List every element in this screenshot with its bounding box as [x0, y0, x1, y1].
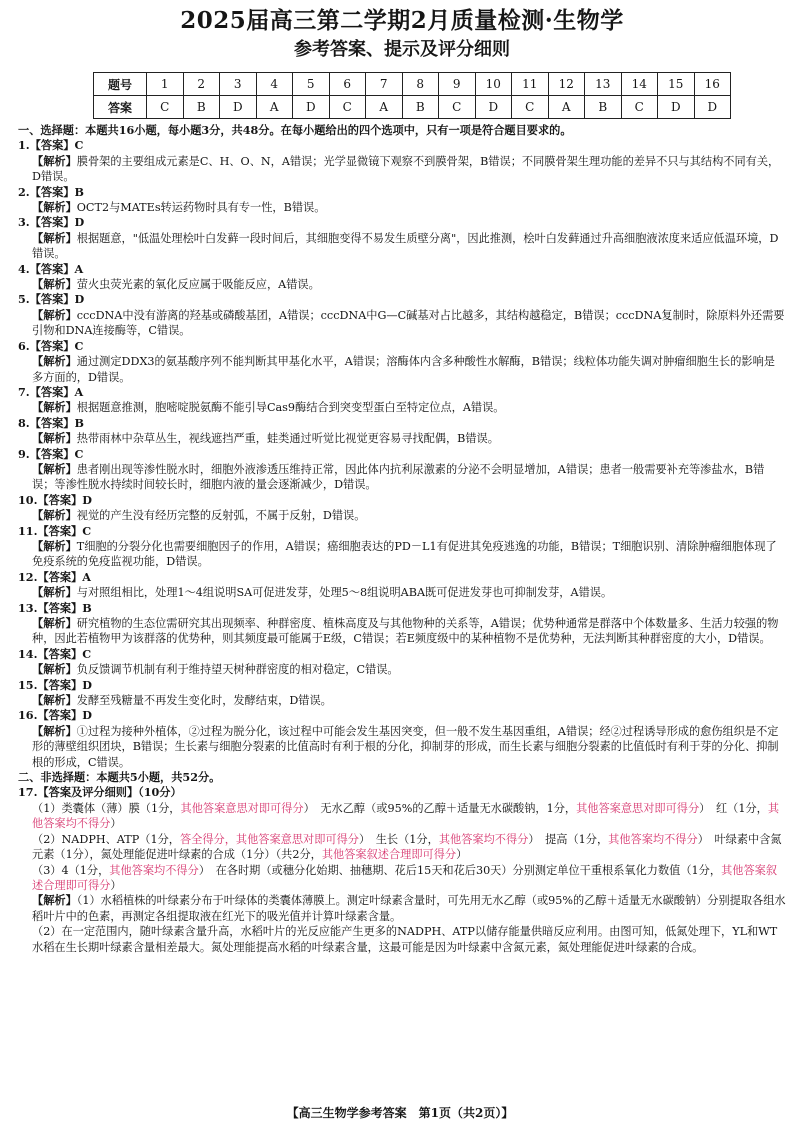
answer-tag: 【答案】 — [29, 415, 75, 430]
question-number: 14. — [18, 646, 38, 661]
question-number: 12. — [18, 569, 38, 584]
explanation-text: T细胞的分裂分化也需要细胞因子的作用，A错误；癌细胞表达的PD－L1有促进其免疫逃逸的功能，B错误；T细胞识别、清除肿瘤细胞体现了免疫系统的免疫监视功能，D错误。 — [32, 539, 777, 569]
answer-table-answer: D — [658, 96, 695, 119]
answer-table-number: 6 — [329, 73, 366, 96]
question-number: 16. — [18, 708, 38, 723]
answer-letter: C — [74, 446, 84, 461]
question-answer — [18, 708, 786, 723]
answer-letter: C — [82, 523, 92, 538]
answer-table-number: 4 — [256, 73, 293, 96]
answer-table-answer: D — [475, 96, 512, 119]
explanation-tag: 【解析】 — [32, 723, 77, 738]
answer-table-number: 7 — [366, 73, 403, 96]
answer-table-answer: C — [329, 96, 366, 119]
answer-table-answer: C — [439, 96, 476, 119]
explanation-text: cccDNA中没有游离的羟基或磷酸基团，A错误；cccDNA中G—C碱基对占比越多，其结构越稳定，B错误；cccDNA复制时，除原料外还需要引物和DNA连接酶等，C错误。 — [32, 308, 785, 338]
question-answer — [18, 385, 786, 400]
explanation-text: 通过测定DDX3的氨基酸序列不能判断其甲基化水平，A错误；溶酶体内含多种酸性水解酶，B错误；线粒体功能失调对肿瘤细胞生长的影响是多方面的，D错误。 — [32, 355, 775, 384]
answer-tag: 【答案】 — [29, 215, 75, 230]
explanation-text: 根据题意，"低温处理桧叶白发藓一段时间后，其细胞变得不易发生质壁分离"，因此推测，桧叶白发藓通过升高细胞液浓度来适应低温环境，D错误。 — [32, 231, 779, 261]
answer-table — [93, 72, 731, 119]
section-heading-nonchoice: 二、非选择题：本题共5小题，共52分。 — [18, 770, 221, 785]
page-subtitle: 参考答案、提示及评分细则 — [294, 39, 510, 60]
question-explanation — [18, 200, 786, 215]
answer-table-answer: A — [256, 96, 293, 119]
question-number: 11. — [18, 523, 38, 538]
question-explanation — [18, 354, 786, 385]
answer-table-number: 1 — [147, 73, 184, 96]
question-answer — [18, 185, 786, 200]
answer-tag: 【答案】 — [37, 677, 83, 692]
answer-table-answer: D — [694, 96, 731, 119]
explanation-text: 发酵至残糖量不再发生变化时，发酵结束，D错误。 — [76, 694, 332, 708]
q17-explanation-2: （2）在一定范围内，随叶绿素含量升高，水稻叶片的光反应能产生更多的NADPH、ATP以储存能量供暗反应利用。由图可知，低氮处理下，YL和WT水稻在生长期叶绿素含量相差最大。氮处理能提高水稻的叶绿素含量，这最可能是因为叶绿素中含氮元素，氮处理能促进叶绿素的合成。 — [32, 925, 778, 954]
explanation-text: ①过程为接种外植体，②过程为脱分化，该过程中可能会发生基因突变，但一般不发生基因重组，A错误；经②过程诱导形成的愈伤组织是不定形的薄壁组织团块，B错误；生长素与细胞分裂素的比值高时有利于根的分化，抑制芽的形成，而生长素与细胞分裂素的比值低时有利于芽的分化、抑制根的形成，C错误。 — [32, 724, 779, 769]
answer-tag: 【答案】 — [29, 384, 75, 399]
question-answer — [18, 339, 786, 354]
answer-letter: C — [74, 138, 84, 153]
question-number: 8. — [18, 415, 30, 430]
question-answer — [18, 493, 786, 508]
q17-part3: （3）4（1分，其他答案均不得分） 在各时期（或穗分化始期、抽穗期、花后15天和花后30天）分别测定单位干重根系氧化力数值（1分，其他答案叙述合理即可得分） — [32, 863, 778, 892]
answer-tag: 【答案】 — [29, 338, 75, 353]
explanation-tag: 【解析】 — [32, 307, 77, 322]
answer-tag: 【答案】 — [29, 184, 75, 199]
question-number: 9. — [18, 446, 30, 461]
answer-letter: B — [74, 184, 84, 199]
question-explanation — [18, 693, 786, 708]
page-title: 2025届高三第二学期2月质量检测·生物学 — [180, 7, 624, 34]
question-explanation — [18, 616, 786, 647]
question-explanation — [18, 585, 786, 600]
explanation-tag: 【解析】 — [32, 354, 77, 369]
explanation-tag: 【解析】 — [32, 400, 77, 415]
question-answer — [18, 262, 786, 277]
answer-tag: 【答案】 — [29, 138, 75, 153]
explanation-text: 负反馈调节机制有利于维持望天树种群密度的相对稳定，C错误。 — [76, 663, 399, 677]
answer-tag: 【答案】 — [29, 292, 75, 307]
answer-letter: D — [82, 492, 92, 507]
explanation-text: 视觉的产生没有经历完整的反射弧，不属于反射，D错误。 — [76, 509, 366, 523]
question-answer — [18, 601, 786, 616]
question-answer — [18, 647, 786, 662]
question-answer — [18, 215, 786, 230]
page-footer: 【高三生物学参考答案 第1页（共2页）】 — [286, 1106, 514, 1120]
answer-tag: 【答案】 — [37, 569, 83, 584]
answer-table-number: 11 — [512, 73, 549, 96]
explanation-tag: 【解析】 — [32, 431, 77, 446]
question-answer — [18, 570, 786, 585]
answer-letter: D — [82, 677, 92, 692]
answer-table-answer: C — [147, 96, 184, 119]
answer-letter: A — [82, 569, 91, 584]
answer-table-number: 14 — [621, 73, 658, 96]
explanation-text: 膜骨架的主要组成元素是C、H、O、N，A错误；光学显微镜下观察不到膜骨架，B错误；不同膜骨架生理功能的差异不只与其结构不同有关，D错误。 — [32, 154, 780, 184]
q17-part1: （1）类囊体（薄）膜（1分，其他答案意思对即可得分） 无水乙醇（或95%的乙醇＋适量无水碳酸钠，1分，其他答案意思对即可得分） 红（1分，其他答案均不得分） — [32, 801, 780, 831]
question-explanation — [18, 508, 786, 523]
explanation-text: 患者刚出现等渗性脱水时，细胞外液渗透压维持正常，因此体内抗利尿激素的分泌不会明显增加，A错误；患者一般需要补充等渗盐水，B错误；等渗性脱水持续时间较长时，细胞内液的量会逐渐减少，D错误。 — [32, 462, 765, 492]
answer-table-answer: D — [220, 96, 257, 119]
answer-tag: 【答案】 — [37, 600, 83, 615]
answer-table-number: 15 — [658, 73, 695, 96]
answer-table-number: 13 — [585, 73, 622, 96]
explanation-text: 与对照组相比，处理1～4组说明SA可促进发芽，处理5～8组说明ABA既可促进发芽也可抑制发芽，A错误。 — [76, 586, 613, 600]
question-answer — [18, 416, 786, 431]
answer-table-number: 8 — [402, 73, 439, 96]
answer-letter: B — [74, 415, 84, 430]
explanation-tag: 【解析】 — [32, 616, 77, 630]
answer-table-answer: A — [548, 96, 585, 119]
explanation-tag: 【解析】 — [32, 585, 77, 600]
explanation-text: 萤火虫荧光素的氧化反应属于吸能反应，A错误。 — [76, 278, 320, 292]
answer-table-answer-row — [94, 96, 731, 119]
answer-letter: D — [74, 215, 85, 230]
question-explanation — [18, 431, 786, 446]
answer-table-row-label: 答案 — [94, 96, 147, 119]
question-explanation — [18, 539, 786, 570]
explanation-text: 热带雨林中杂草丛生，视线遮挡严重，蛙类通过听觉比视觉更容易寻找配偶，B错误。 — [76, 432, 499, 446]
answer-tag: 【答案】 — [37, 708, 83, 723]
answer-table-number: 3 — [220, 73, 257, 96]
q17-heading: 17.【答案及评分细则】（10分） — [18, 785, 182, 800]
answer-table-answer: B — [585, 96, 622, 119]
question-explanation — [18, 154, 786, 185]
answer-letter: C — [82, 646, 92, 661]
question-explanation — [18, 400, 786, 415]
answer-letter: D — [82, 708, 92, 723]
answer-table-number: 9 — [439, 73, 476, 96]
question-explanation — [18, 662, 786, 677]
answer-letter: D — [74, 292, 85, 307]
answer-table-number-row — [94, 73, 731, 96]
question-number: 2. — [18, 184, 30, 199]
answer-letter: A — [74, 384, 84, 399]
question-answer — [18, 292, 786, 307]
answer-letter: A — [74, 261, 84, 276]
question-number: 1. — [18, 138, 30, 153]
answer-table-answer: B — [183, 96, 220, 119]
explanation-tag: 【解析】 — [32, 461, 77, 476]
explanation-tag: 【解析】 — [32, 538, 77, 553]
answer-table-answer: C — [621, 96, 658, 119]
question-number: 13. — [18, 600, 38, 615]
question-number: 5. — [18, 292, 30, 307]
answer-tag: 【答案】 — [37, 523, 83, 538]
explanation-text: 根据题意推测，胞嘧啶脱氨酶不能引导Cas9酶结合到突变型蛋白至特定位点，A错误。 — [76, 401, 505, 415]
question-number: 3. — [18, 215, 30, 230]
section-heading-choice: 一、选择题：本题共16小题，每小题3分，共48分。在每小题给出的四个选项中，只有一项是符合题目要求的。 — [18, 123, 572, 137]
explanation-tag: 【解析】 — [32, 662, 77, 677]
explanation-tag: 【解析】 — [32, 230, 77, 245]
answer-letter: B — [82, 600, 92, 615]
explanation-tag: 【解析】 — [32, 153, 77, 168]
answer-table-answer: A — [366, 96, 403, 119]
question-answer — [18, 678, 786, 693]
question-number: 10. — [18, 492, 38, 507]
explanation-tag: 【解析】 — [32, 277, 77, 292]
question-explanation — [18, 462, 786, 493]
question-answer — [18, 447, 786, 462]
answer-table-answer: C — [512, 96, 549, 119]
answer-tag: 【答案】 — [29, 446, 75, 461]
question-explanation — [18, 277, 786, 292]
question-number: 4. — [18, 261, 30, 276]
explanation-tag: 【解析】 — [32, 693, 77, 708]
question-number: 6. — [18, 338, 30, 353]
answer-table-answer: B — [402, 96, 439, 119]
question-explanation — [18, 308, 786, 339]
question-answer — [18, 524, 786, 539]
answer-body — [18, 123, 786, 955]
answer-tag: 【答案】 — [37, 492, 83, 507]
answer-table-number: 12 — [548, 73, 585, 96]
answer-table-number: 16 — [694, 73, 731, 96]
answer-table-row-label: 题号 — [94, 73, 147, 96]
explanation-text: OCT2与MATEs转运药物时具有专一性，B错误。 — [76, 201, 326, 215]
answer-tag: 【答案】 — [37, 646, 83, 661]
explanation-text: 研究植物的生态位需研究其出现频率、种群密度、植株高度及与其他物种的关系等，A错误；优势种通常是群落中个体数量多、生活力较强的物种，因此若植物甲为该群落的优势种，则其频度最可能属于E级，C错误；若E频度级中的某种植物不是优势种，无法判断其种群密度的大小，D错误。 — [32, 617, 779, 646]
q17-part2: （2）NADPH、ATP（1分，答全得分，其他答案意思对即可得分） 生长（1分，其他答案均不得分） 提高（1分，其他答案均不得分） 叶绿素中含氮元素（1分），氮处理能促进叶绿素的合成（1分）（共2分，其他答案叙述合理即可得分） — [32, 832, 782, 862]
explanation-tag: 【解析】 — [32, 200, 77, 215]
question-answer — [18, 138, 786, 153]
question-list — [18, 138, 786, 770]
answer-table-answer: D — [293, 96, 330, 119]
question-number: 7. — [18, 384, 30, 399]
answer-table-number: 10 — [475, 73, 512, 96]
question-number: 15. — [18, 677, 38, 692]
answer-table-number: 5 — [293, 73, 330, 96]
answer-tag: 【答案】 — [29, 261, 75, 276]
answer-table-number: 2 — [183, 73, 220, 96]
question-explanation — [18, 231, 786, 262]
q17-explanation-1: 【解析】（1）水稻植株的叶绿素分布于叶绿体的类囊体薄膜上。测定叶绿素含量时，可先用无水乙醇（或95%的乙醇＋适量无水碳酸钠）分别提取各组水稻叶片中的色素，再测定各组提取液在红光下的吸光值并计算叶绿素含量。 — [32, 893, 786, 923]
explanation-tag: 【解析】 — [32, 508, 77, 523]
answer-letter: C — [74, 338, 84, 353]
question-explanation — [18, 724, 786, 770]
